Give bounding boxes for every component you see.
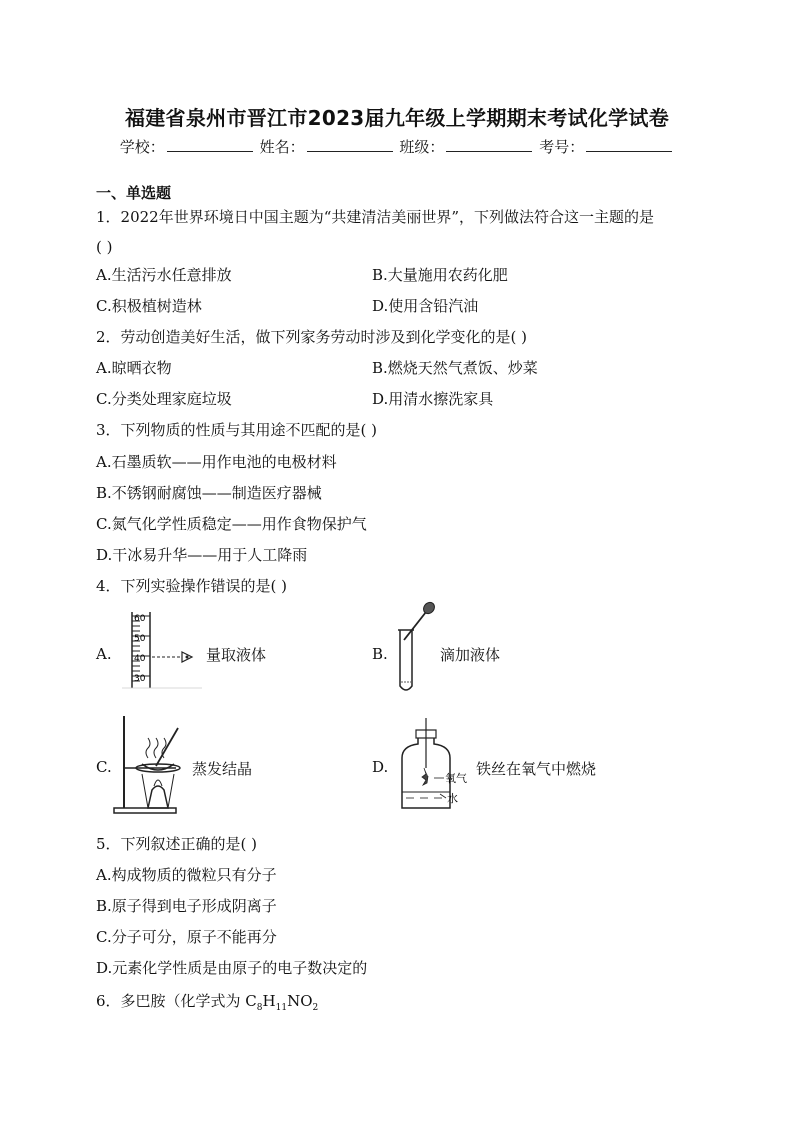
dropper-testtube-figure: [390, 600, 440, 700]
tick-label-60: 60: [134, 614, 146, 624]
tick-label-50: 50: [134, 634, 146, 644]
question-6-stem: [96, 990, 318, 1013]
iron-wire-oxygen-figure: [396, 716, 476, 814]
question-5-option-b: B.原子得到电子形成阴离子: [96, 897, 277, 915]
caption-drop-liquid: 滴加液体: [440, 646, 501, 664]
graduated-cylinder-figure: [122, 608, 212, 692]
caption-evaporate-crystallize: 蒸发结晶: [192, 760, 253, 778]
section-heading: 一、单选题: [96, 184, 172, 202]
tick-label-40: 40: [134, 654, 146, 664]
question-4-option-c: C.: [96, 758, 112, 776]
question-2-stem: 2．劳动创造美好生活，做下列家务劳动时涉及到化学变化的是( ): [96, 328, 528, 346]
question-2-option-a: A.晾晒衣物: [96, 359, 172, 377]
caption-measure-liquid: 量取液体: [206, 646, 267, 664]
school-blank: [167, 137, 253, 152]
question-1-option-d: D.使用含铅汽油: [372, 297, 479, 315]
question-2-option-c: C.分类处理家庭垃圾: [96, 390, 232, 408]
exam-number-blank: [586, 137, 672, 152]
evaporation-figure: [112, 712, 194, 816]
question-4-option-d: D.: [372, 758, 389, 776]
formula-sub-2: 2: [312, 1003, 319, 1013]
name-label: 姓名：: [259, 138, 305, 156]
school-label: 学校：: [119, 138, 165, 156]
question-1-stem: 1．2022年世界环境日中国主题为“共建清洁美丽世界”，下列做法符合这一主题的是: [96, 208, 655, 226]
question-4-stem: 4．下列实验操作错误的是( ): [96, 577, 288, 595]
class-blank: [446, 137, 532, 152]
question-4-option-a: A.: [96, 645, 112, 663]
class-label: 班级：: [399, 138, 445, 156]
question-3-stem: 3．下列物质的性质与其用途不匹配的是( ): [96, 421, 378, 439]
question-3-option-c: C.氮气化学性质稳定——用作食物保护气: [96, 515, 367, 533]
question-1-stem-cont: ( ): [96, 238, 113, 256]
question-5-option-d: D.元素化学性质是由原子的电子数决定的: [96, 959, 368, 977]
name-blank: [307, 137, 393, 152]
question-1-option-a: A.生活污水任意排放: [96, 266, 232, 284]
caption-iron-burning: 铁丝在氧气中燃烧: [476, 760, 597, 778]
exam-number-label: 考号：: [539, 138, 585, 156]
tick-label-30: 30: [134, 674, 146, 684]
question-2-option-d: D.用清水擦洗家具: [372, 390, 494, 408]
question-4-option-b: B.: [372, 645, 388, 663]
question-3-option-a: A.石墨质软——用作电池的电极材料: [96, 453, 337, 471]
formula-sub-8: 8: [256, 1003, 263, 1013]
question-5-stem: 5．下列叙述正确的是( ): [96, 835, 258, 853]
formula-sub-11: 11: [275, 1003, 288, 1013]
question-6-prefix: 6．多巴胺（化学式为 C: [96, 992, 257, 1010]
question-3-option-b: B.不锈钢耐腐蚀——制造医疗器械: [96, 484, 322, 502]
question-1-option-c: C.积极植树造林: [96, 297, 202, 315]
exam-title: 福建省泉州市晋江市2023届九年级上学期期末考试化学试卷: [124, 106, 670, 130]
oxygen-label: 氧气: [445, 772, 467, 785]
question-3-option-d: D.干冰易升华——用于人工降雨: [96, 546, 308, 564]
student-info-line: [0, 136, 794, 157]
question-5-option-a: A.构成物质的微粒只有分子: [96, 866, 277, 884]
formula-h: H: [262, 992, 276, 1010]
question-1-option-b: B.大量施用农药化肥: [372, 266, 508, 284]
water-label: 水: [447, 792, 458, 805]
formula-no: NO: [287, 992, 313, 1010]
question-5-option-c: C.分子可分，原子不能再分: [96, 928, 277, 946]
question-2-option-b: B.燃烧天然气煮饭、炒菜: [372, 359, 538, 377]
